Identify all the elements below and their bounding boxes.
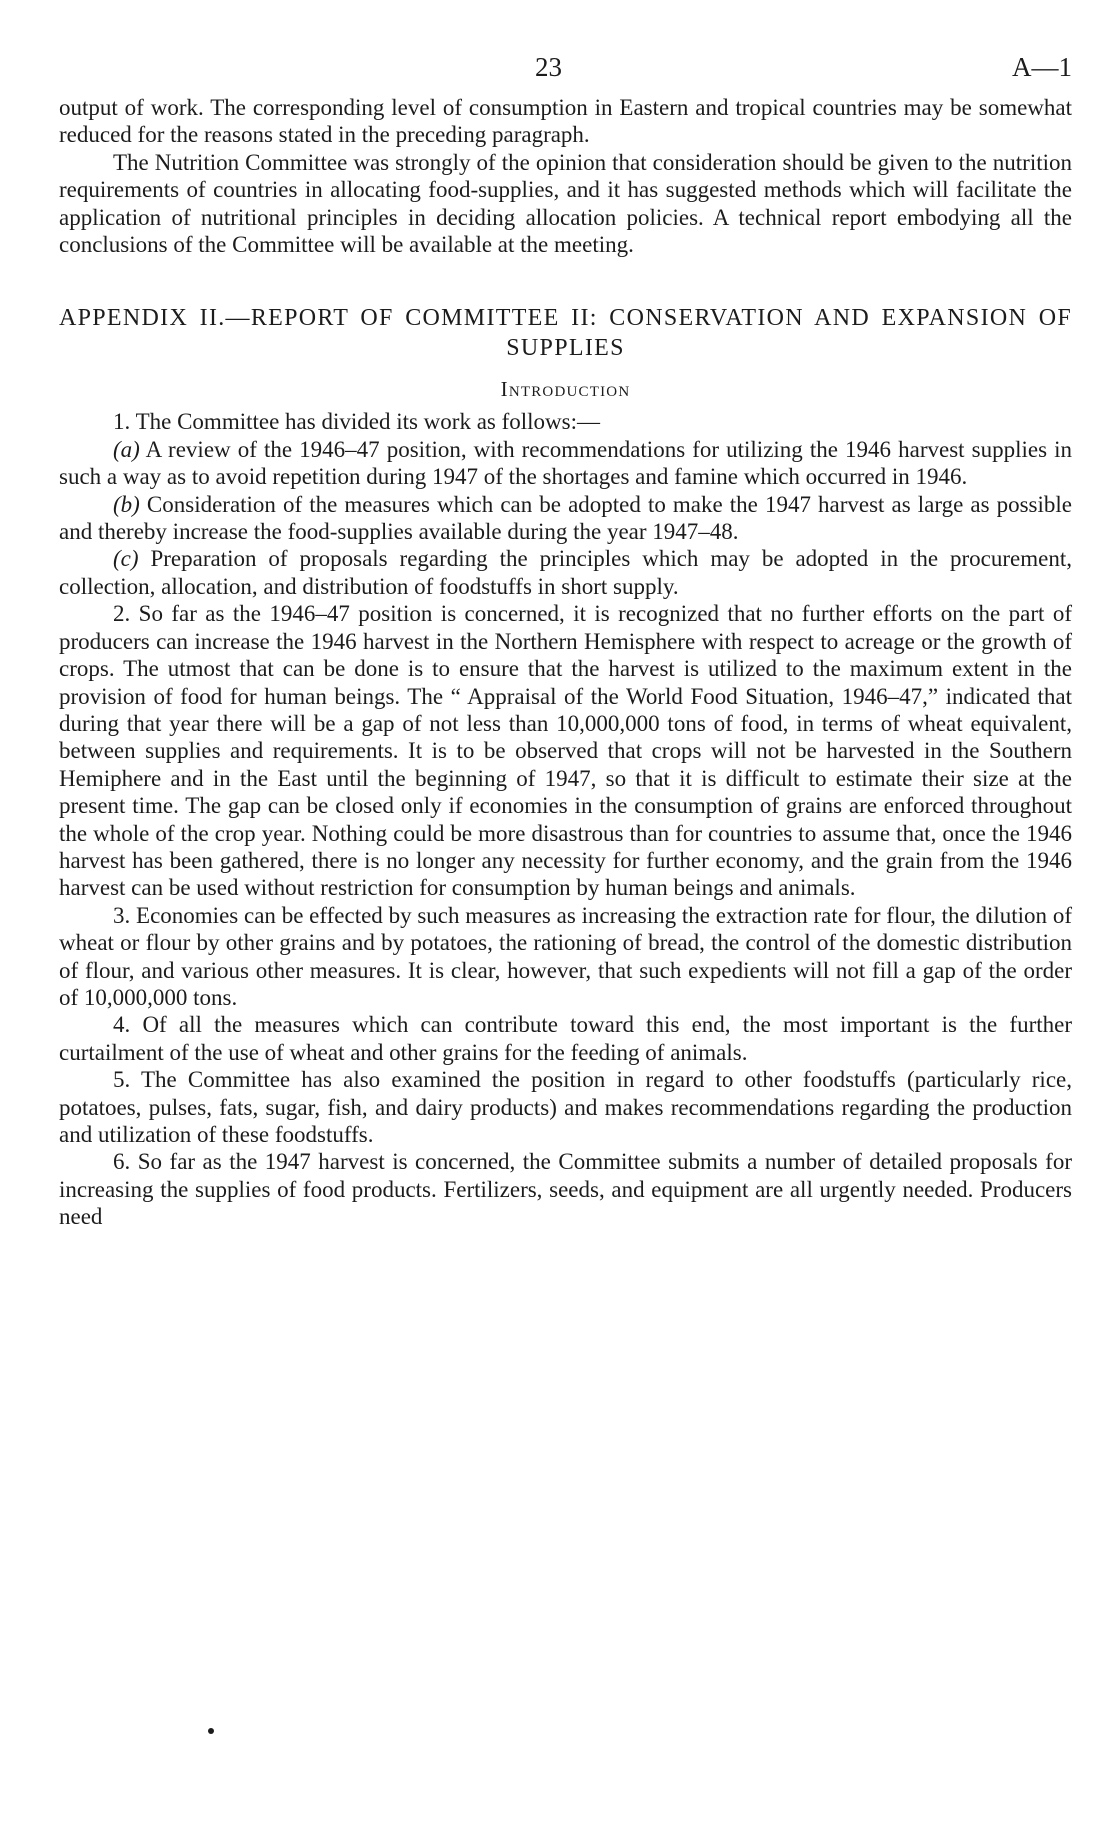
paragraph-2: 2. So far as the 1946–47 position is concerned, it is recognized that no further efforts on the part of producers can increase the 1946 harvest in the Northern Hemisphere with respect to acreage or the growth of crops. The utmost that can be done is to ensure that the harvest is utilized to the maximum extent in the provision of food for human beings. The “ Appraisal of the World Food Situation, 1946–47,” indicated that during that year there will be a gap of not less than 10,000,000 tons of food, in terms of wheat equivalent, between supplies and requirements. It is to be observed that crops will not be harvested in the Southern Hemiphere and in the East until the beginning of 1947, so that it is difficult to estimate their size at the present time. The gap can be closed only if economies in the consumption of grains are enforced throughout the whole of the crop year. Nothing could be more disastrous than for countries to assume that, once the 1946 harvest has been gathered, there is no longer any necessity for further economy, and the grain from the 1946 harvest can be used without restriction for consumption by human beings and animals. bbox=[59, 601, 1072, 901]
page-number: 23 bbox=[535, 52, 562, 82]
appendix-title: APPENDIX II.—REPORT OF COMMITTEE II: CONSERVATION AND EXPANSION OF SUPPLIES bbox=[59, 305, 1072, 362]
list-marker-a: (a) bbox=[113, 436, 140, 462]
running-header bbox=[59, 52, 1072, 94]
print-speck bbox=[208, 1728, 214, 1734]
paragraph-4: 4. Of all the measures which can contribute toward this end, the most important is the further curtailment of the use of wheat and other grains for the feeding of animals. bbox=[59, 1012, 1072, 1065]
nutrition-committee-paragraph: The Nutrition Committee was strongly of the opinion that consideration should be given to the nutrition requirements of countries in allocating food-supplies, and it has suggested methods which will facilitate the application of nutritional principles in deciding allocation policies. A technical report embodying all the conclusions of the Committee will be available at the meeting. bbox=[59, 149, 1072, 258]
section-heading-text: Introduction bbox=[500, 377, 631, 402]
list-item-c bbox=[59, 545, 1072, 600]
list-item-b bbox=[59, 491, 1072, 546]
paragraph-5: 5. The Committee has also examined the position in regard to other foodstuffs (particularly rice, potatoes, pulses, fats, sugar, fish, and dairy products) and makes recommendations regarding the production and utilization of these foodstuffs. bbox=[59, 1067, 1072, 1147]
document-page bbox=[59, 52, 1072, 1231]
paragraph-1: 1. The Committee has divided its work as follows:— bbox=[113, 409, 600, 435]
paragraph-6: 6. So far as the 1947 harvest is concerned, the Committee submits a number of detailed proposals for increasing the supplies of food products. Fertilizers, seeds, and equipment are all urgently needed. Producers need bbox=[59, 1149, 1072, 1230]
series-mark: A—1 bbox=[1012, 52, 1072, 82]
list-text-c: Preparation of proposals regarding the principles which may be adopted in the procurement, collection, allocation, and distribution of foodstuffs in short supply. bbox=[59, 546, 1072, 599]
list-marker-c: (c) bbox=[113, 546, 139, 572]
list-marker-b: (b) bbox=[113, 491, 140, 517]
continued-paragraph: output of work. The corresponding level of consumption in Eastern and tropical countries may be somewhat reduced for the reasons stated in the preceding paragraph. bbox=[59, 95, 1072, 148]
list-text-a: A review of the 1946–47 position, with recommendations for utilizing the 1946 harvest supplies in such a way as to avoid repetition during 1947 of the shortages and famine which occurred in 1946. bbox=[59, 436, 1072, 490]
list-item-a bbox=[59, 436, 1072, 491]
paragraph-3: 3. Economies can be effected by such measures as increasing the extraction rate for flour, the dilution of wheat or flour by other grains and by potatoes, the rationing of bread, the control of the domestic distribution of flour, and various other measures. It is clear, however, that such expedients will not fill a gap of the order of 10,000,000 tons. bbox=[59, 902, 1072, 1010]
section-heading bbox=[59, 377, 1072, 402]
list-text-b: Consideration of the measures which can be adopted to make the 1947 harvest as large as possible and thereby increase the food-supplies available during the year 1947–48. bbox=[59, 491, 1072, 545]
